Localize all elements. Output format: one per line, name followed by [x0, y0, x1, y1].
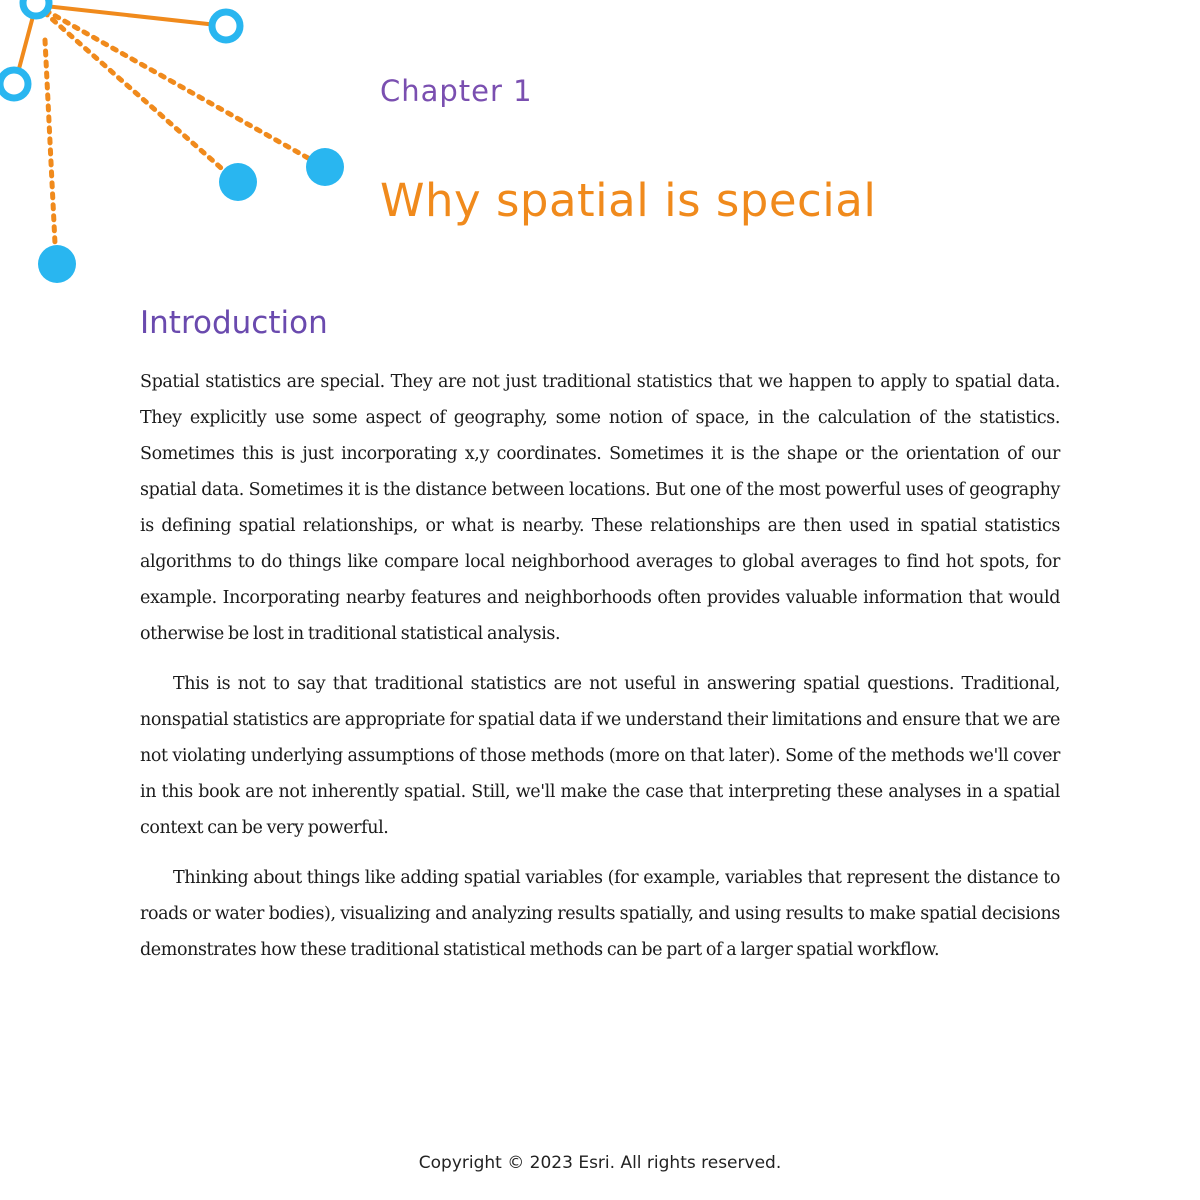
section-heading: Introduction — [140, 305, 328, 341]
network-node-ring — [23, 0, 49, 16]
network-edge-dotted — [36, 5, 237, 182]
body-text — [140, 364, 1060, 982]
paragraph: Thinking about things like adding spatial variables (for example, variables that represent the distance to roads or water bodies), visualizing and analyzing results spatially, and using results to make spatial decisions demonstrates how these traditional statistical methods can be part of a larger spatial workflow. — [140, 868, 1060, 960]
network-node — [306, 148, 344, 186]
network-graph-illustration — [0, 0, 360, 300]
chapter-label: Chapter 1 — [380, 74, 533, 108]
network-node-ring — [212, 12, 240, 40]
network-edge-dotted — [45, 40, 56, 264]
network-edge-dotted — [36, 5, 324, 167]
network-node-ring — [0, 70, 28, 98]
chapter-title: Why spatial is special — [380, 174, 877, 227]
network-node — [38, 245, 76, 283]
network-node — [219, 163, 257, 201]
copyright-footer: Copyright © 2023 Esri. All rights reserved. — [418, 1153, 782, 1173]
paragraph: This is not to say that traditional statistics are not useful in answering spatial questions. Traditional, nonspatial statistics are appropriate for spatial data if we understand their limitations and ensure that we are not violating underlying assumptions of those methods (more on that later). Some of the methods we'll cover in this book are not inherently spatial. Still, we'll make the case that interpreting these analyses in a spatial context can be very powerful. — [140, 674, 1060, 838]
paragraph: Spatial statistics are special. They are not just traditional statistics that we happen to apply to spatial data. They explicitly use some aspect of geography, some notion of space, in the calculation of the statistics. Sometimes this is just incorporating x,y coordinates. Sometimes it is the shape or the orientation of our spatial data. Sometimes it is the distance between locations. But one of the most powerful uses of geography is defining spatial relationships, or what is nearby. These relationships are then used in spatial statistics algorithms to do things like compare local neighborhood averages to global averages to find hot spots, for example. Incorporating nearby features and neighborhoods often provides valuable information that would otherwise be lost in traditional statistical analysis. — [140, 372, 1060, 644]
